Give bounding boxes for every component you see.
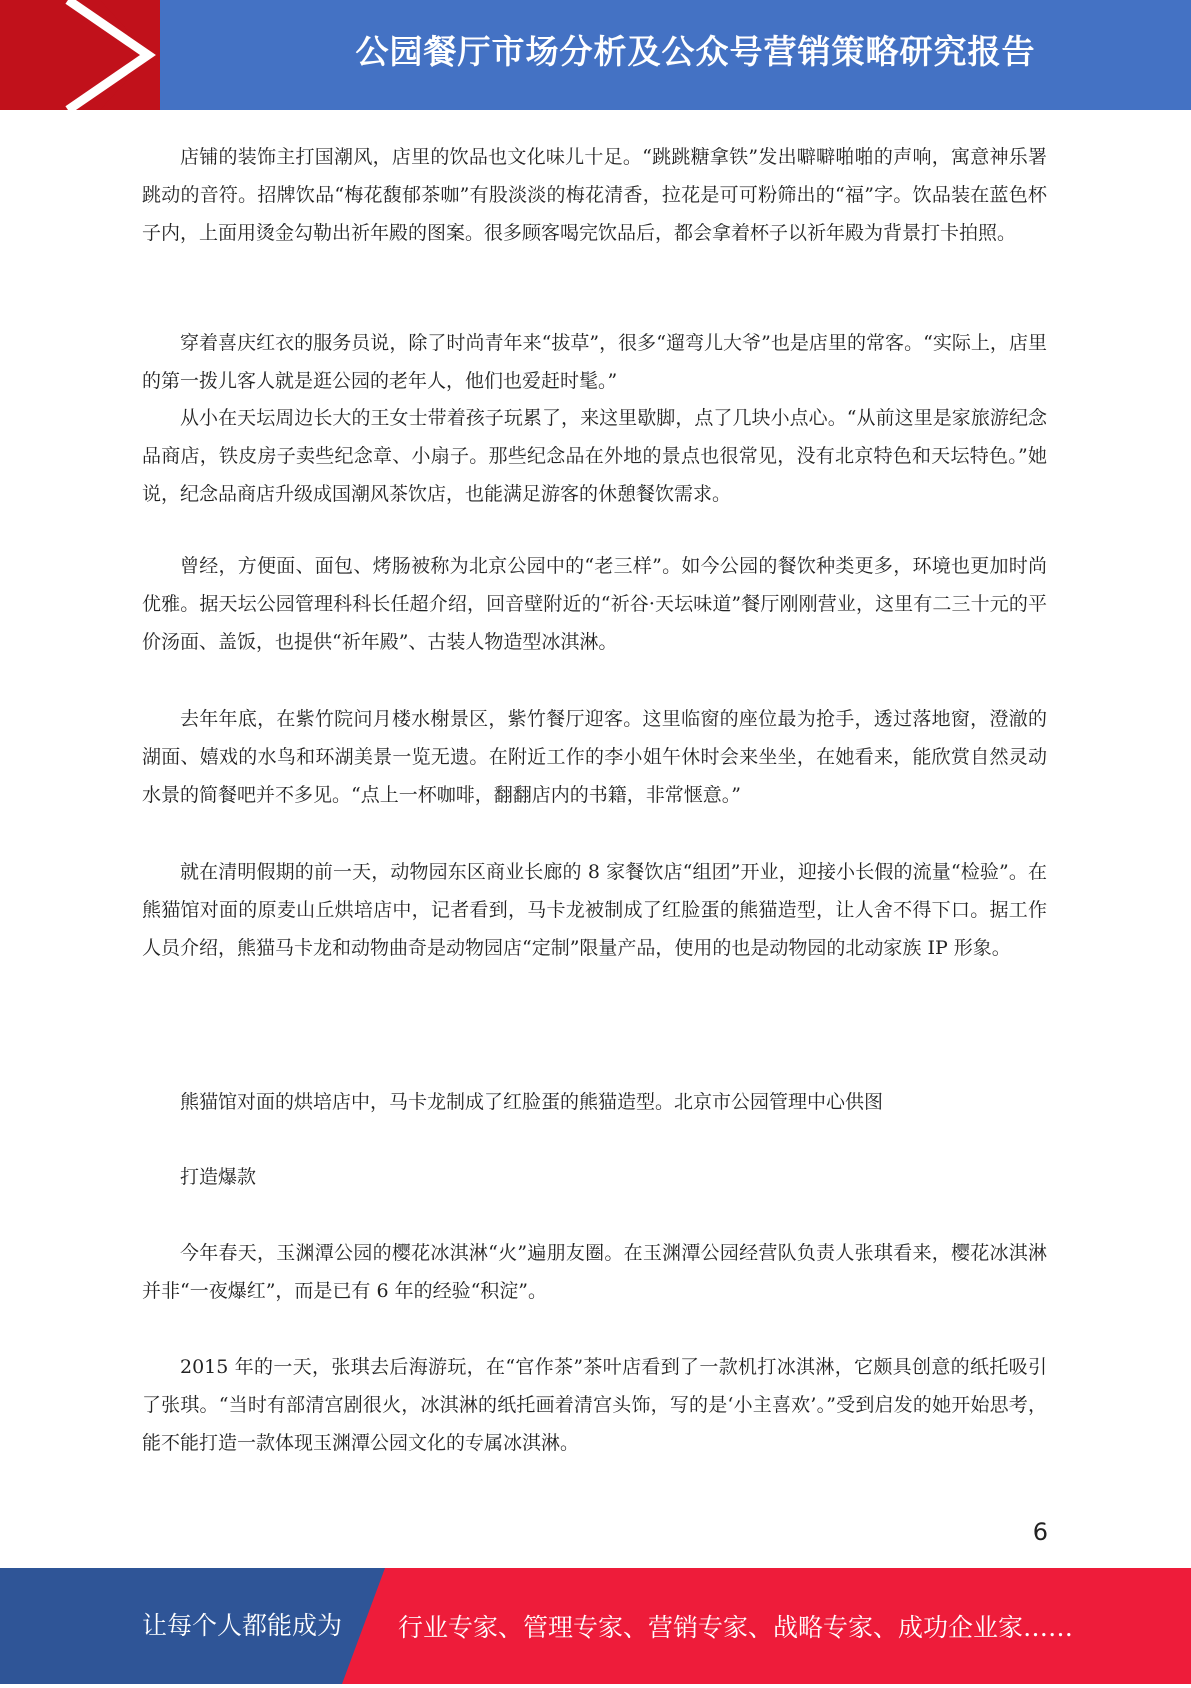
- paragraph-sakura-icecream: 今年春天，玉渊潭公园的樱花冰淇淋“火”遍朋友圈。在玉渊潭公园经营队负责人张琪看来，樱花冰淇淋并非“一夜爆红”，而是已有 6 年的经验“积淀”。: [142, 1242, 1047, 1302]
- header-chevron-icon: [0, 0, 180, 110]
- footer-slogan-right: 行业专家、管理专家、营销专家、战略专家、成功企业家……: [398, 1613, 1074, 1642]
- paragraph-ms-wang: 从小在天坛周边长大的王女士带着孩子玩累了，来这里歇脚，点了几块小点心。“从前这里是家旅游纪念品商店，铁皮房子卖些纪念章、小扇子。那些纪念品在外地的景点也很常见，没有北京特色和天坛特色。”她说，纪念品商店升级成国潮风茶饮店，也能满足游客的休憩餐饮需求。: [142, 407, 1047, 505]
- paragraph-2015: 2015 年的一天，张琪去后海游玩，在“官作茶”茶叶店看到了一款机打冰淇淋，它颇具创意的纸托吸引了张琪。“当时有部清宫剧很火，冰淇淋的纸托画着清宫头饰，写的是‘小主喜欢’。”受到启发的她开始思考，能不能打造一款体现玉渊潭公园文化的专属冰淇淋。: [142, 1356, 1047, 1454]
- page-footer: [0, 1568, 1191, 1684]
- page-header: [0, 0, 1191, 110]
- image-caption: 熊猫馆对面的烘培店中，马卡龙制成了红脸蛋的熊猫造型。北京市公园管理中心供图: [180, 1091, 884, 1113]
- section-heading: 打造爆款: [180, 1166, 257, 1188]
- report-title: 公园餐厅市场分析及公众号营销策略研究报告: [355, 32, 1036, 71]
- paragraph-waiter: 穿着喜庆红衣的服务员说，除了时尚青年来“拔草”，很多“遛弯儿大爷”也是店里的常客。“实际上，店里的第一拨儿客人就是逛公园的老年人，他们也爱赶时髦。”: [142, 332, 1047, 392]
- page-number: 6: [1032, 1518, 1048, 1546]
- paragraph-zoo-shops: 就在清明假期的前一天，动物园东区商业长廊的 8 家餐饮店“组团”开业，迎接小长假的流量“检验”。在熊猫馆对面的原麦山丘烘培店中，记者看到，马卡龙被制成了红脸蛋的熊猫造型，让人舍不得下口。据工作人员介绍，熊猫马卡龙和动物曲奇是动物园店“定制”限量产品，使用的也是动物园的北动家族 IP 形象。: [142, 861, 1047, 959]
- footer-slogan-left: 让每个人都能成为: [142, 1611, 343, 1640]
- paragraph-old-three: 曾经，方便面、面包、烤肠被称为北京公园中的“老三样”。如今公园的餐饮种类更多，环境也更加时尚优雅。据天坛公园管理科科长任超介绍，回音壁附近的“祈谷·天坛味道”餐厅刚刚营业，这里有二三十元的平价汤面、盖饭，也提供“祈年殿”、古装人物造型冰淇淋。: [142, 555, 1047, 653]
- paragraph-zizhu-restaurant: 去年年底，在紫竹院问月楼水榭景区，紫竹餐厅迎客。这里临窗的座位最为抢手，透过落地窗，澄澈的湖面、嬉戏的水鸟和环湖美景一览无遗。在附近工作的李小姐午休时会来坐坐，在她看来，能欣赏自然灵动水景的简餐吧并不多见。“点上一杯咖啡，翻翻店内的书籍，非常惬意。”: [142, 708, 1047, 806]
- paragraph-decoration: 店铺的装饰主打国潮风，店里的饮品也文化味儿十足。“跳跳糖拿铁”发出噼噼啪啪的声响，寓意神乐署跳动的音符。招牌饮品“梅花馥郁茶咖”有股淡淡的梅花清香，拉花是可可粉筛出的“福”字。饮品装在蓝色杯子内，上面用烫金勾勒出祈年殿的图案。很多顾客喝完饮品后，都会拿着杯子以祈年殿为背景打卡拍照。: [142, 146, 1047, 244]
